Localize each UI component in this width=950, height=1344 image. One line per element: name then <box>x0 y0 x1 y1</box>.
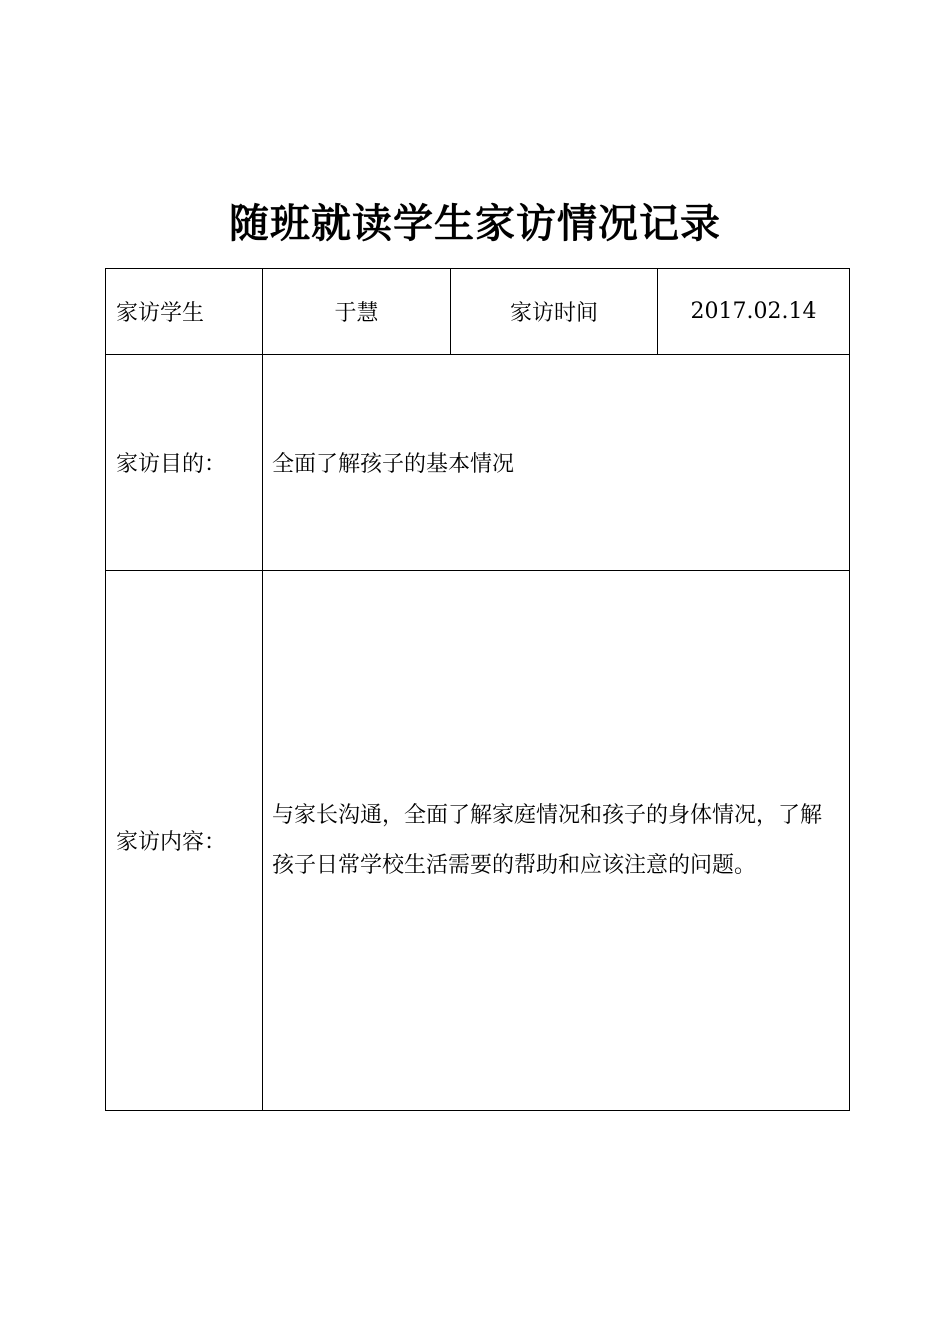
purpose-value: 全面了解孩子的基本情况 <box>263 355 850 571</box>
content-label: 家访内容： <box>106 571 263 1111</box>
visit-time-label: 家访时间 <box>451 269 658 355</box>
home-visit-record-table <box>105 268 850 1111</box>
student-label: 家访学生 <box>106 269 263 355</box>
student-name: 于慧 <box>263 269 451 355</box>
page-title: 随班就读学生家访情况记录 <box>229 200 721 247</box>
table-row-content <box>106 571 850 1111</box>
visit-time-value: 2017.02.14 <box>658 269 850 355</box>
purpose-label: 家访目的： <box>106 355 263 571</box>
content-value: 与家长沟通，全面了解家庭情况和孩子的身体情况，了解孩子日常学校生活需要的帮助和应该注意的问题。 <box>263 571 850 1111</box>
table-row-purpose <box>106 355 850 571</box>
table-row-header-info <box>106 269 850 355</box>
